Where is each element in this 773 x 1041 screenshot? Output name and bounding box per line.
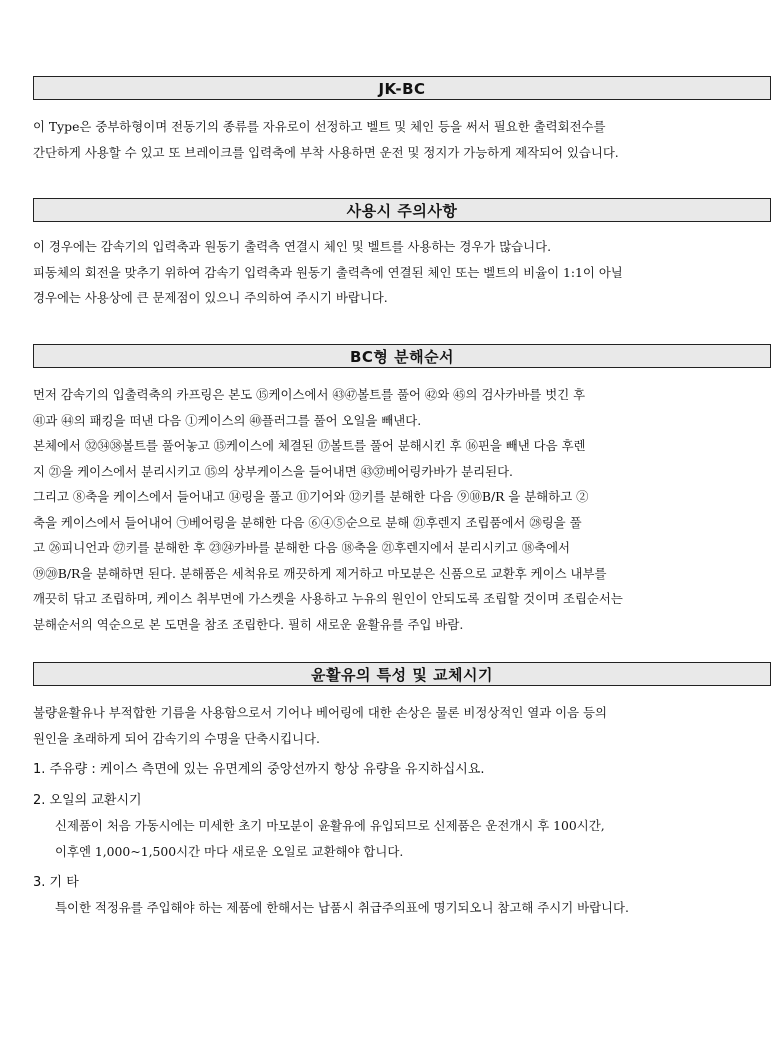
- section-lubricant: [33, 662, 771, 921]
- body-line: 본체에서 ㉜㉞㊳볼트를 풀어놓고 ⑮케이스에 체결된 ⑰볼트를 풀어 분해시킨 후 ⑯핀을 빼낸 다음 후렌: [33, 438, 586, 453]
- body-line: ⑲⑳B/R을 분해하면 된다. 분해품은 세척유로 깨끗하게 제거하고 마모분은 신품으로 교환후 케이스 내부를: [33, 565, 607, 581]
- body-line: 먼저 감속기의 입출력축의 카프링은 본도 ⑮케이스에서 ㊸㊼볼트를 풀어 ㊷와 ㊺의 검사카바를 벗긴 후: [33, 387, 586, 402]
- section-body: [33, 222, 771, 311]
- body-line: 피동체의 회전을 맞추기 위하여 감속기 입력축과 원동기 출력측에 연결된 체인 또는 벨트의 비율이 1:1이 아닐: [33, 264, 623, 280]
- section-body: [33, 368, 771, 637]
- list-item-title: 2. 오일의 교환시기: [33, 793, 142, 808]
- body-line: ㊶과 ㊹의 패킹을 떠낸 다음 ①케이스의 ㊵플러그를 풀어 오일을 빼낸다.: [33, 412, 422, 428]
- body-line: 이 경우에는 감속기의 입력축과 원동기 출력측 연결시 체인 및 벨트를 사용하는 경우가 많습니다.: [33, 239, 552, 254]
- section-body: [33, 686, 771, 921]
- body-line: 분해순서의 역순으로 본 도면을 참조 조립한다. 필히 새로운 윤활유를 주입 바람.: [33, 616, 464, 632]
- list-item: [33, 788, 771, 864]
- body-line: 축을 케이스에서 들어내어 ㉠베어링을 분해한 다음 ⑥④⑤순으로 분해 ㉑후렌지 조립품에서 ㉘링을 풀: [33, 514, 582, 530]
- list-item-body: 이후엔 1,000~1,500시간 마다 새로운 오일로 교환해야 합니다.: [55, 843, 404, 859]
- list-item-title: 1. 주유량 : 케이스 측면에 있는 유면계의 중앙선까지 항상 유량을 유지하십시요.: [33, 762, 485, 777]
- body-line: 불량윤활유나 부적합한 기름을 사용함으로서 기어나 베어링에 대한 손상은 물론 비정상적인 열과 이음 등의: [33, 705, 607, 720]
- list-item-body: 특이한 적정유를 주입해야 하는 제품에 한해서는 납품시 취급주의표에 명기되오니 참고해 주시기 바랍니다.: [55, 900, 629, 915]
- body-line: 경우에는 사용상에 큰 문제점이 있으니 주의하여 주시기 바랍니다.: [33, 290, 388, 305]
- section-jk-bc: [33, 76, 771, 165]
- body-line: 지 ㉑을 케이스에서 분리시키고 ⑮의 상부케이스을 들어내면 ㊸㊲베어링카바가 분리된다.: [33, 463, 513, 479]
- list-item-title: 3. 기 타: [33, 875, 79, 890]
- body-line: 그리고 ⑧축을 케이스에서 들어내고 ⑭링을 풀고 ⑪기어와 ⑫키를 분해한 다음 ⑨⑩B/R 을 분해하고 ②: [33, 489, 589, 504]
- list-item: [33, 757, 771, 782]
- section-heading: BC형 분해순서: [33, 344, 771, 368]
- body-line: 이 Type은 중부하형이며 전동기의 종류를 자유로이 선정하고 벨트 및 체인 등을 써서 필요한 출력회전수를: [33, 119, 606, 134]
- section-body: [33, 100, 771, 165]
- body-line: 간단하게 사용할 수 있고 또 브레이크를 입력축에 부착 사용하면 운전 및 정지가 가능하게 제작되어 있습니다.: [33, 144, 619, 160]
- section-usage-cautions: [33, 198, 771, 311]
- list-item: [33, 870, 771, 921]
- body-line: 원인을 초래하게 되어 감속기의 수명을 단축시킵니다.: [33, 730, 320, 746]
- section-disassembly-order: [33, 344, 771, 637]
- body-line: 깨끗히 닦고 조립하며, 케이스 취부면에 가스켓을 사용하고 누유의 원인이 안되도록 조립할 것이며 조립순서는: [33, 591, 623, 606]
- list-item-body: 신제품이 처음 가동시에는 미세한 초기 마모분이 윤활유에 유입되므로 신제품은 운전개시 후 100시간,: [55, 818, 605, 833]
- section-heading: 윤활유의 특성 및 교체시기: [33, 662, 771, 686]
- body-line: 고 ㉖피니언과 ㉗키를 분해한 후 ㉓㉔카바를 분해한 다음 ⑱축을 ㉑후렌지에서 분리시키고 ⑱축에서: [33, 540, 571, 555]
- section-heading: 사용시 주의사항: [33, 198, 771, 222]
- section-heading: JK-BC: [33, 76, 771, 100]
